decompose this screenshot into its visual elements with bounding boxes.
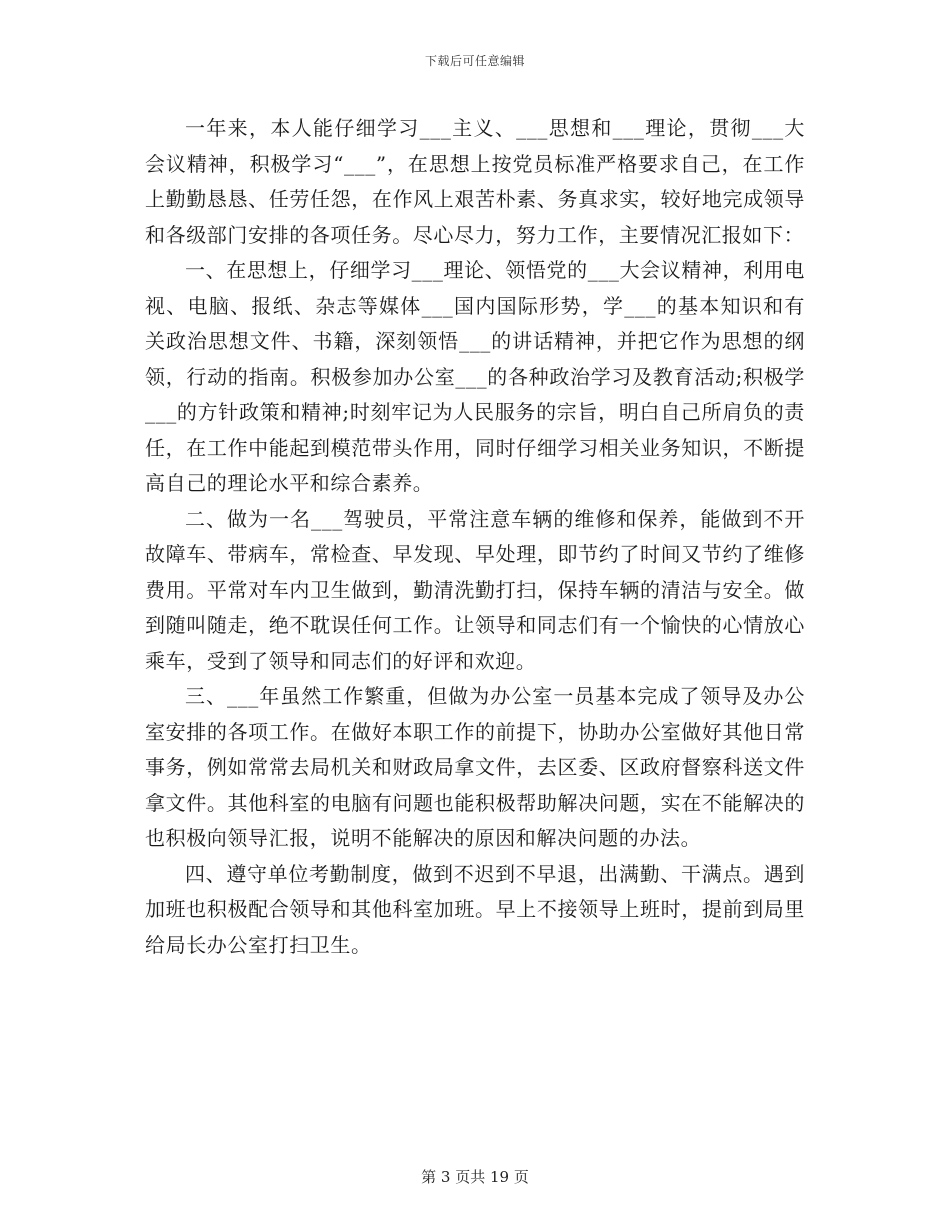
page-number: 第 3 页共 19 页: [421, 1168, 529, 1186]
paragraph-intro: 一年来，本人能仔细学习___主义、___思想和___理论，贯彻___大会议精神，积极学习“___”，在思想上按党员标准严格要求自己，在工作上勤勤恳恳、任劳任怨，在作风上艰苦朴素、务真求实，较好地完成领导和各级部门安排的各项任务。尽心尽力，努力工作，主要情况汇报如下：: [145, 116, 805, 247]
document-body: [145, 111, 805, 963]
paragraph-section-3: 三、___年虽然工作繁重，但做为办公室一员基本完成了领导及办公室安排的各项工作。在做好本职工作的前提下，协助办公室做好其他日常事务，例如常常去局机关和财政局拿文件，去区委、区政府督察科送文件拿文件。其他科室的电脑有问题也能积极帮助解决问题，实在不能解决的也积极向领导汇报，说明不能解决的原因和解决问题的办法。: [145, 684, 805, 850]
paragraph-section-2: 二、做为一名___驾驶员，平常注意车辆的维修和保养，能做到不开故障车、带病车，常检查、早发现、早处理，即节约了时间又节约了维修费用。平常对车内卫生做到，勤清洗勤打扫，保持车辆的清洁与安全。做到随叫随走，绝不耽误任何工作。让领导和同志们有一个愉快的心情放心乘车，受到了领导和同志们的好评和欢迎。: [145, 506, 805, 673]
paragraph-section-1: 一、在思想上，仔细学习___理论、领悟党的___大会议精神，利用电视、电脑、报纸、杂志等媒体___国内国际形势，学___的基本知识和有关政治思想文件、书籍，深刻领悟___的讲话精神，并把它作为思想的纲领，行动的指南。积极参加办公室___的各种政治学习及教育活动;积极学___的方针政策和精神;时刻牢记为人民服务的宗旨，明白自己所肩负的责任，在工作中能起到模范带头作用，同时仔细学习相关业务知识，不断提高自己的理论水平和综合素养。: [145, 258, 805, 495]
page-header: 下载后可任意编辑: [424, 54, 525, 68]
paragraph-section-4: 四、遵守单位考勤制度，做到不迟到不早退，出满勤、干满点。遇到加班也积极配合领导和其他科室加班。早上不接领导上班时，提前到局里给局长办公室打扫卫生。: [145, 861, 805, 957]
